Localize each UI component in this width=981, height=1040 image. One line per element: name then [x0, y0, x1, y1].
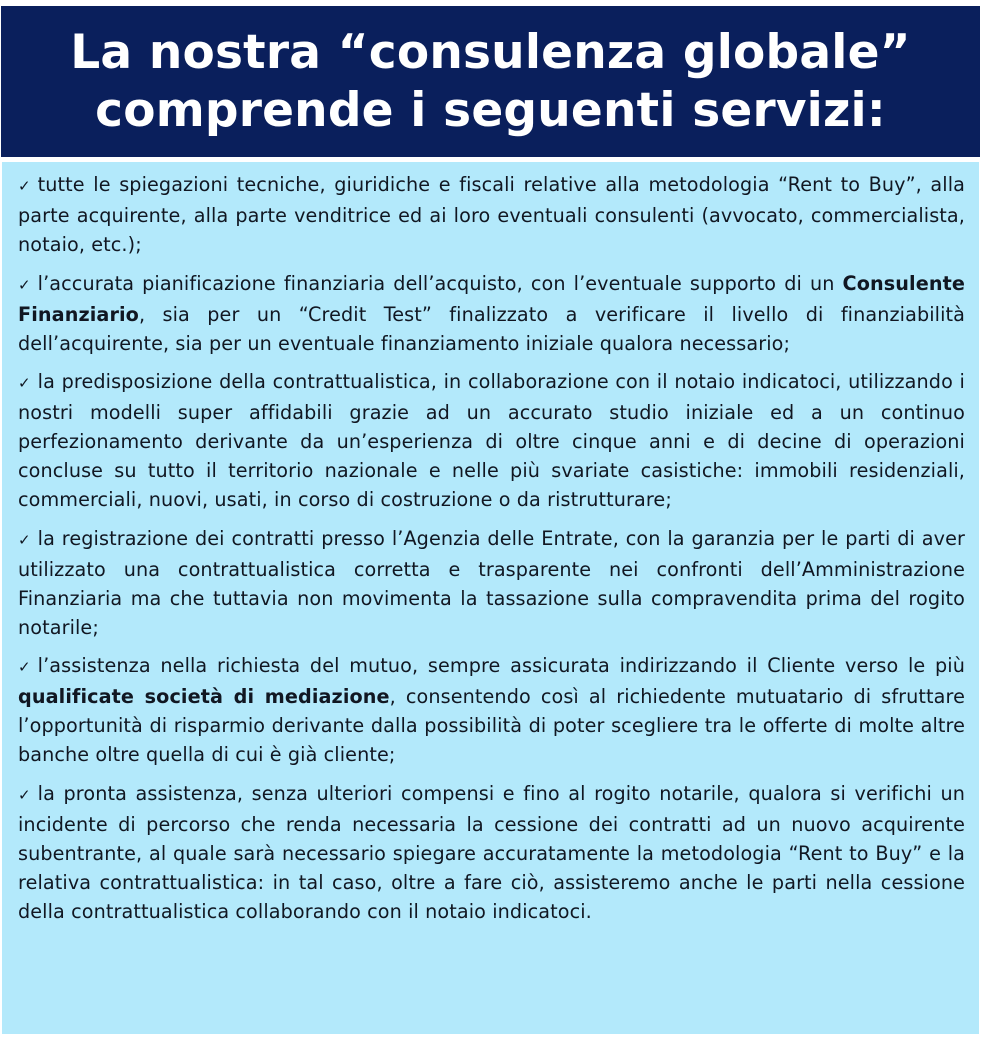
page-header [1, 6, 980, 157]
service-text: tutte le spiegazioni tecniche, giuridiche e fiscali relative alla metodologia “Rent to Buy”, alla parte acquirente, alla parte venditrice ed ai loro eventuali consulenti (avvocato, commercialista, notaio, etc.); [18, 173, 965, 256]
service-item-mortgage-assistance [18, 651, 965, 769]
service-text: , sia per un “Credit Test” finalizzato a verificare il livello di finanziabilità dell’acquirente, sia per un eventuale finanziamento iniziale qualora necessario; [18, 302, 965, 355]
service-text: l’accurata pianificazione finanziaria dell’acquisto, con l’eventuale supporto di un [37, 271, 843, 295]
service-text-bold: Consulente Finanziario [18, 271, 965, 326]
page-title-line-2: comprende i seguenti servizi: [95, 83, 886, 138]
service-text: la predisposizione della contrattualistica, in collaborazione con il notaio indicatoci, utilizzando i nostri modelli super affidabili grazie ad un accurato studio iniziale ed a un continuo perfezionamento derivante da un’esperienza di oltre cinque anni e di decine di operazioni concluse su tutto il territorio nazionale e nelle più svariate casistiche: immobili residenziali, commerciali, nuovi, usati, in corso di costruzione o da ristrutturare; [18, 370, 965, 511]
check-icon: ✓ [18, 530, 31, 549]
check-icon: ✓ [18, 275, 31, 294]
service-item-technical-explanations [18, 170, 965, 259]
service-item-contract-registration [18, 524, 965, 642]
service-item-financial-planning [18, 269, 965, 358]
service-text: la pronta assistenza, senza ulteriori compensi e fino al rogito notarile, qualora si verifichi un incidente di percorso che renda necessaria la cessione dei contratti ad un nuovo acquirente subentrante, al quale sarà necessario spiegare accuratamente la metodologia “Rent to Buy” e la relativa contrattualistica: in tal caso, oltre a fare ciò, assisteremo anche le parti nella cessione della contrattualistica collaborando con il notaio indicatoci. [18, 781, 965, 923]
service-text-bold: qualificate società di mediazione [18, 685, 390, 708]
check-icon: ✓ [18, 177, 31, 195]
service-item-contract-drafting [18, 367, 965, 514]
services-list [2, 162, 979, 1034]
check-icon: ✓ [18, 785, 31, 804]
check-icon: ✓ [18, 374, 31, 392]
service-text: la registrazione dei contratti presso l’Agenzia delle Entrate, con la garanzia per le parti di aver utilizzato una contrattualistica corretta e trasparente nei confronti dell’Amministrazione Finanziaria ma che tuttavia non movimenta la tassazione sulla compravendita prima del rogito notarile; [18, 526, 965, 639]
service-text: , consentendo così al richiedente mutuatario di sfruttare l’opportunità di risparmio derivante dalla possibilità di poter scegliere tra le offerte di molte altre banche oltre quella di cui è già cliente; [18, 685, 965, 766]
page-title-line-1: La nostra “consulenza globale” [70, 25, 911, 80]
check-icon: ✓ [18, 658, 31, 676]
service-text: l’assistenza nella richiesta del mutuo, sempre assicurata indirizzando il Cliente verso le più [37, 654, 965, 677]
service-item-contract-transfer-assistance [18, 779, 965, 926]
